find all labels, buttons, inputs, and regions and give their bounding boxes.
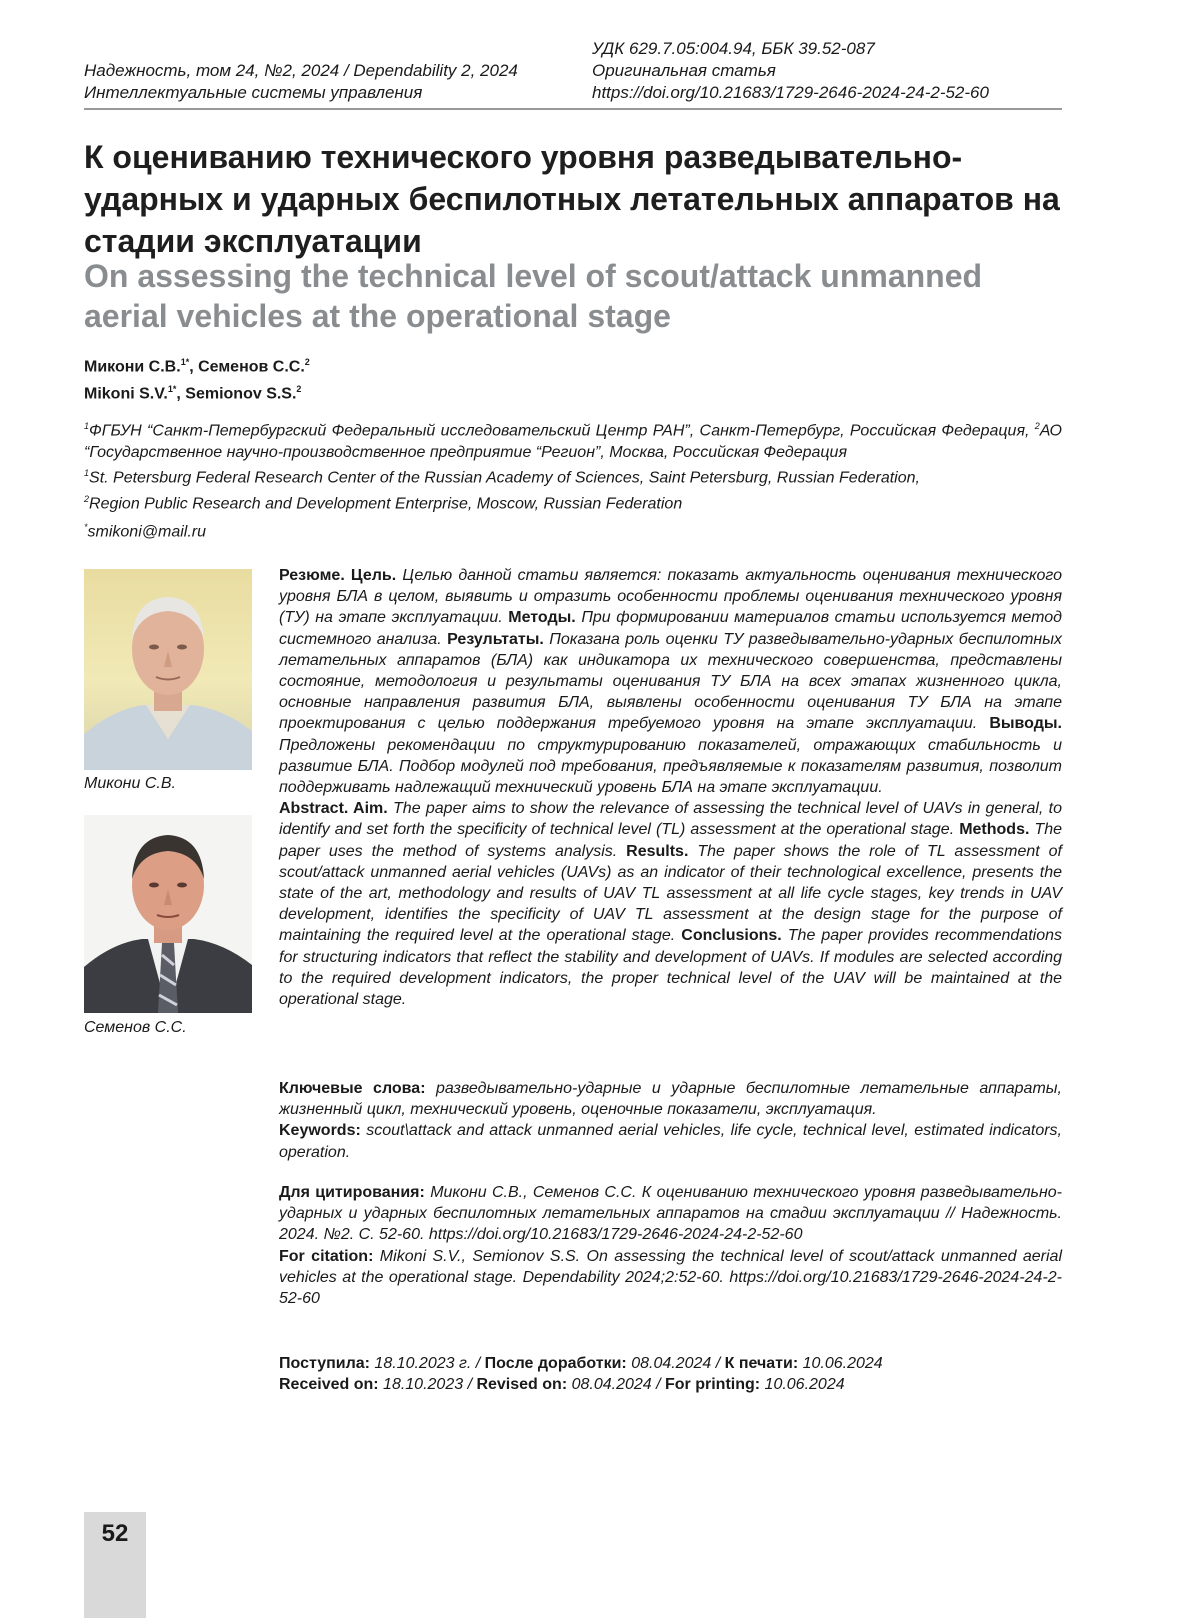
page-number: 52 (101, 1520, 129, 1547)
authors-english: Mikoni S.V.$^{1*}$, Semionov S.S.$^2$ (84, 384, 302, 403)
citation-russian: Для цитирования: Микони С.В., Семенов С.С. К оцениванию технического уровня разведывательно-ударных и ударных беспилотных летательных аппаратов на стадии эксплуатации // Надежность. 2024. №2. С. 52-60. https://doi.org/10.21683/1729-2646-2024-24-2-52-60 (279, 1184, 1062, 1244)
portrait-mikoni-image (84, 569, 252, 770)
affiliation-english-2: $^2$Region Public Research and Development Enterprise, Moscow, Russian Federation (84, 494, 683, 513)
article-type: Оригинальная статья (592, 61, 776, 80)
author-photo-semenov (84, 815, 252, 1013)
author-list (84, 351, 310, 406)
photo-caption-semenov: Семенов С.С. (84, 1019, 187, 1036)
author-photo-mikoni (84, 569, 252, 770)
citation-section (279, 1182, 1062, 1309)
running-header-left (84, 60, 518, 104)
doi-link[interactable]: https://doi.org/10.21683/1729-2646-2024-24-2-52-60 (592, 83, 989, 102)
header-divider (84, 108, 1062, 110)
journal-line: Надежность, том 24, №2, 2024 / Dependability 2, 2024 (84, 61, 518, 80)
running-header-right (592, 38, 989, 104)
dates-english: Received on: 18.10.2023 / Revised on: 08.04.2024 / For printing: 10.06.2024 (279, 1376, 845, 1394)
keywords-english: Keywords: scout\attack and attack unmanned aerial vehicles, life cycle, technical level, estimated indicators, operation. (279, 1122, 1062, 1161)
affiliation-russian: $^1$ФГБУН “Санкт-Петербургский Федеральный исследовательский Центр РАН”, Санкт-Петербург, Российская Федерация, $^2$АО “Государственное научно-производственное предприятие “Регион”, Москва, Российская Федерация (84, 421, 1062, 461)
abstract-russian: Резюме. Цель. Целью данной статьи является: показать актуальность оценивания технического уровня БЛА в целом, выявить и отразить особенности проблемы оценивания технического уровня (ТУ) на этапе эксплуатации. Методы. При формировании материалов статьи используется метод системного анализа. Результаты. Показана роль оценки ТУ разведывательно-ударных беспилотных летательных аппаратов (БЛА) как индикатора их технического совершенства, представлены состояние, методология и результаты оценивания ТУ БЛА на всех этапах жизненного цикла, основные направления развития БЛА, выявлены особенности оценивания ТУ БЛА на этапе проектирования с целью поддержания требуемого уровня на этапе эксплуатации. Выводы. Предложены рекомендации по структурированию показателей, отражающих стабильность и развитие БЛА. Подбор модулей под требования, предъявляемые к показателям развития, позволит поддерживать надлежащий технический уровень БЛА на этапе эксплуатации. (279, 567, 1063, 797)
dates-russian: Поступила: 18.10.2023 г. / После доработки: 08.04.2024 / К печати: 10.06.2024 (279, 1355, 883, 1372)
abstract-english: Abstract. Aim. The paper aims to show the relevance of assessing the technical level of UAVs in general, to identify and set forth the specificity of technical level (TL) assessment at the operational stage. Methods. The paper uses the method of systems analysis. Results. The paper shows the role of TL assessment of scout/attack unmanned aerial vehicles (UAVs) as an indicator of their technological excellence, presents the state of the art, methodology and results of UAV TL assessment at all life cycle stages, key trends in UAV development, identifies the specificity of UAV TL assessment at the design stage for the purpose of maintaining the required level at the operational stage. Conclusions. The paper provides recommendations for structuring indicators that reflect the stability and development of UAVs. If modules are selected according to the required development indicators, the proper technical level of the UAV will be maintained at the operational stage. (279, 800, 1063, 1009)
photo-caption-mikoni: Микони С.В. (84, 775, 176, 792)
corresponding-email[interactable]: *smikoni@mail.ru (84, 522, 206, 541)
section-line: Интеллектуальные системы управления (84, 83, 423, 102)
keywords-section (279, 1078, 1062, 1163)
citation-english: For citation: Mikoni S.V., Semionov S.S. On assessing the technical level of scout/attack unmanned aerial vehicles at the operational stage. Dependability 2024;2:52-60. https://doi.org/10.21683/1729-2646-2024-24-2-52-60 (279, 1247, 1063, 1308)
authors-russian: Микони С.В.$^{1*}$, Семенов С.С.$^2$ (84, 357, 310, 376)
portrait-semenov-image (84, 815, 252, 1013)
affiliation-english-1: $^1$St. Petersburg Federal Research Center of the Russian Academy of Sciences, Saint Petersburg, Russian Federation, (84, 468, 920, 487)
affiliations (84, 416, 1062, 515)
abstract-section (279, 565, 1062, 1010)
udk-line: УДК 629.7.05:004.94, ББК 39.52-087 (592, 39, 875, 58)
dates-section (279, 1353, 1062, 1395)
title-english: On assessing the technical level of scout/attack unmanned aerial vehicles at the operational stage (84, 258, 983, 334)
title-russian: К оцениванию технического уровня разведывательно-ударных и ударных беспилотных летательных аппаратов на стадии эксплуатации (84, 139, 1060, 259)
keywords-russian: Ключевые слова: разведывательно-ударные и ударные беспилотные летательные аппараты, жизненный цикл, технический уровень, оценочные показатели, эксплуатация. (279, 1080, 1063, 1119)
